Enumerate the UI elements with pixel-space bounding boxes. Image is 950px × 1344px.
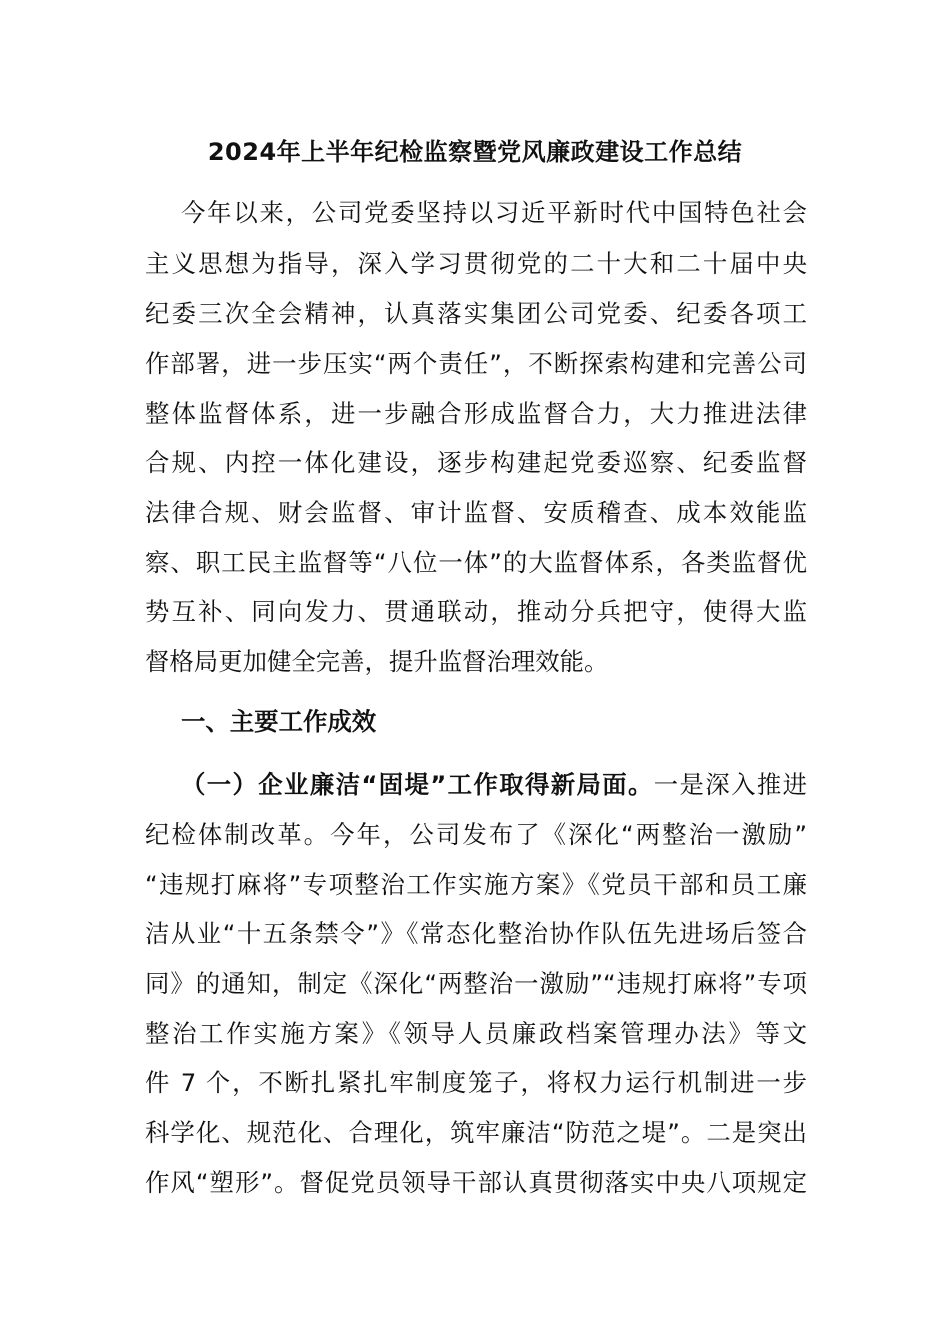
subsection-bold-lead: （一）企业廉洁“固堤”工作取得新局面。 xyxy=(181,770,654,799)
intro-line: 合规、内控一体化建设，逐步构建起党委巡察、纪委监督 xyxy=(145,448,807,477)
intro-line: 势互补、同向发力、贯通联动，推动分兵把守，使得大监 xyxy=(145,597,807,626)
section-heading: 一、主要工作成效 xyxy=(181,707,377,736)
body-line: 科学化、规范化、合理化，筑牢廉洁“防范之堤”。二是突出 xyxy=(145,1118,807,1147)
intro-line: 作部署，进一步压实“两个责任”，不断探索构建和完善公司 xyxy=(145,349,807,378)
intro-line: 整体监督体系，进一步融合形成监督合力，大力推进法律 xyxy=(145,399,807,428)
intro-line: 纪委三次全会精神，认真落实集团公司党委、纪委各项工 xyxy=(145,299,807,328)
body-line: 洁从业“十五条禁令”》《常态化整治协作队伍先进场后签合 xyxy=(145,919,807,948)
subsection-first-line xyxy=(181,760,807,810)
body-line: 纪检体制改革。今年，公司发布了《深化“两整治一激励” xyxy=(145,820,807,849)
body-line: 件 7 个，不断扎紧扎牢制度笼子，将权力运行机制进一步 xyxy=(145,1068,807,1097)
intro-line: 法律合规、财会监督、审计监督、安质稽查、成本效能监 xyxy=(145,498,807,527)
document-title: 2024年上半年纪检监察暨党风廉政建设工作总结 xyxy=(207,138,743,166)
intro-line: 主义思想为指导，深入学习贯彻党的二十大和二十届中央 xyxy=(145,249,807,278)
intro-line: 今年以来，公司党委坚持以习近平新时代中国特色社会 xyxy=(181,198,807,227)
body-line: 同》的通知，制定《深化“两整治一激励”“违规打麻将”专项 xyxy=(145,969,807,998)
subsection-first-line-rest: 一是深入推进 xyxy=(653,770,807,799)
body-line: 作风“塑形”。督促党员领导干部认真贯彻落实中央八项规定 xyxy=(145,1168,807,1197)
body-line: “违规打麻将”专项整治工作实施方案》《党员干部和员工廉 xyxy=(145,870,807,899)
body-line: 整治工作实施方案》《领导人员廉政档案管理办法》等文 xyxy=(145,1019,807,1048)
intro-line: 察、职工民主监督等“八位一体”的大监督体系，各类监督优 xyxy=(145,548,807,577)
intro-line: 督格局更加健全完善，提升监督治理效能。 xyxy=(145,647,609,676)
